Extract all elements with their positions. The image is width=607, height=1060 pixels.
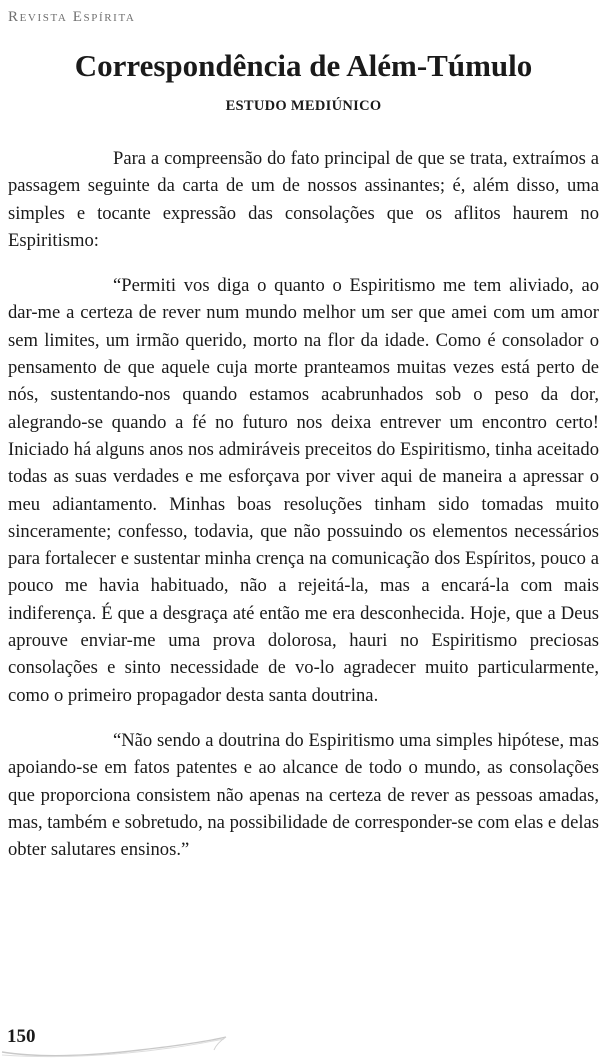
article-subtitle: ESTUDO MEDIÚNICO	[225, 98, 382, 114]
paragraph-letter-2: “Não sendo a doutrina do Espiritismo uma simples hipótese, mas apoiando-se em fatos patentes e ao alcance de todo o mundo, as consolações que proporciona consistem não apenas na certeza de rever as pessoas amadas, mas, também e sobretudo, na possibilidade de corresponder-se com elas e delas obter salutares ensinos.”	[8, 729, 599, 861]
page-number: 150	[7, 1026, 36, 1047]
article-title: Correspondência de Além-Túmulo	[74, 48, 533, 83]
paragraph-intro: Para a compreensão do fato principal de que se trata, extraímos a passagem seguinte da carta de um de nossos assinantes; é, além disso, uma simples e tocante expressão das consolações que os aflitos haurem no Espiritismo:	[8, 148, 599, 251]
article-body	[8, 145, 599, 863]
paragraph-letter-1: “Permiti vos diga o quanto o Espiritismo me tem aliviado, ao dar-me a certeza de rever num mundo melhor um ser que amei com um amor sem limites, um irmão querido, morto na flor da idade. Como é consolador o pensamento de que aquele cuja morte pranteamos muitas vezes está perto de nós, sustentando-nos quando estamos acabrunhados sob o peso da dor, alegrando-se quando a fé no futuro nos deixa entrever um encontro certo! Iniciado há alguns anos nos admiráveis preceitos do Espiritismo, tinha aceitado todas as suas verdades e me esforçava por viver aqui de maneira a apressar o meu adiantamento. Minhas boas resoluções tinham sido tomadas muito sinceramente; confesso, todavia, que não possuindo os elementos necessários para fortalecer e sustentar minha crença na comunicação dos Espíritos, pouco a pouco me havia habituado, não a rejeitá-la, mas a encará-la com mais indiferença. É que a desgraça até então me era desconhecida. Hoje, que a Deus aprouve enviar-me uma prova dolorosa, hauri no Espiritismo preciosas consolações e sinto necessidade de vo-lo agradecer muito particularmente, como o primeiro propagador desta santa doutrina.	[8, 275, 599, 706]
running-head: Revista Espírita	[8, 9, 136, 25]
